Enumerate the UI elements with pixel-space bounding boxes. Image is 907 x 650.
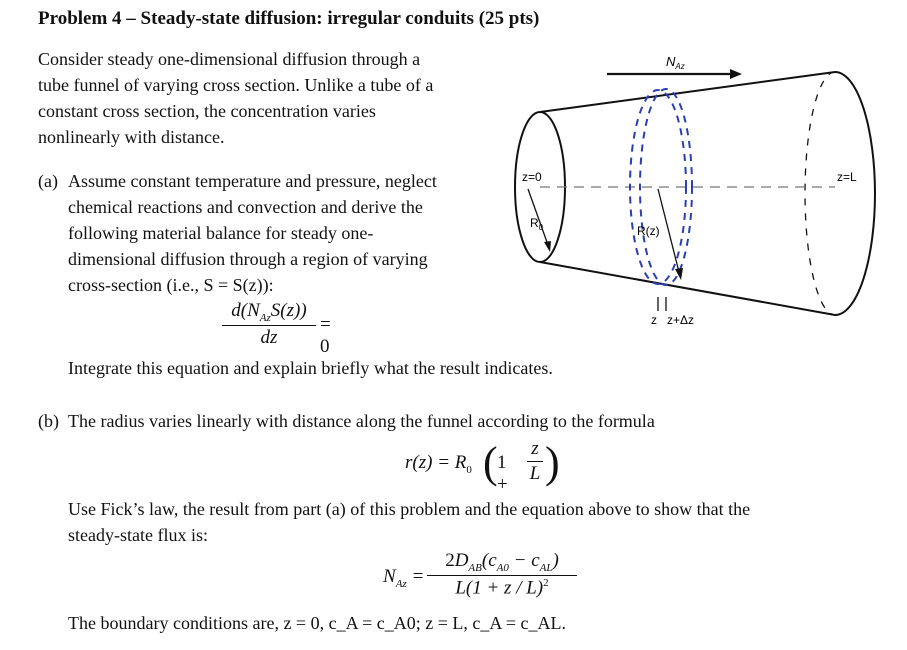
part-b-line3-text: steady-state flux is:	[68, 525, 208, 545]
r0-label: $R_0$	[530, 216, 544, 232]
part-a-line: chemical reactions and convection and derive the	[68, 197, 423, 217]
part-a-label: (a)	[38, 171, 58, 191]
right-end-ellipse-back	[805, 72, 835, 315]
flux-arrowhead	[730, 69, 742, 79]
part-b-line1: The radius varies linearly with distance along the funnel according to the formula	[68, 411, 655, 431]
intro-line: Consider steady one-dimensional diffusion through a	[38, 49, 421, 69]
part-b-line2	[68, 496, 750, 548]
part-b-line2-text: Use Fick’s law, the result from part (a) of this problem and the equation above to show that the	[68, 499, 751, 519]
integrate-instruction: Integrate this equation and explain briefly what the result indicates.	[68, 358, 553, 378]
intro-line: nonlinearly with distance.	[38, 127, 225, 147]
boundary-conditions: The boundary conditions are, z = 0, c_A = c_A0; z = L, c_A = c_AL.	[68, 613, 566, 633]
z0-label: z=0	[522, 170, 542, 184]
part-a-line: Assume constant temperature and pressure, neglect	[68, 171, 437, 191]
flux-label: $N_{Az}$	[666, 54, 685, 71]
rz-label: R(z)	[637, 224, 660, 238]
r0-arrowhead	[544, 241, 551, 252]
rz-arrow	[658, 189, 679, 272]
zdz-label: z+Δz	[667, 313, 695, 327]
funnel-bottom-edge	[540, 262, 835, 315]
z-label: z	[651, 313, 657, 327]
right-end-ellipse-front	[835, 72, 875, 315]
funnel-diagram	[500, 40, 900, 340]
part-b-label: (b)	[38, 411, 59, 431]
intro-line: constant cross section, the concentration varies	[38, 101, 376, 121]
part-a-line: cross-section (i.e., S = S(z)):	[68, 275, 274, 295]
intro-paragraph	[38, 46, 433, 150]
part-a-line: following material balance for steady one-	[68, 223, 374, 243]
funnel-top-edge	[540, 72, 835, 112]
zL-label: z=L	[837, 170, 857, 184]
part-a-text	[68, 168, 437, 298]
problem-title: Problem 4 – Steady-state diffusion: irregular conduits (25 pts)	[38, 8, 540, 29]
intro-line: tube funnel of varying cross section. Unlike a tube of a	[38, 75, 434, 95]
part-a-line: dimensional diffusion through a region of varying	[68, 249, 428, 269]
